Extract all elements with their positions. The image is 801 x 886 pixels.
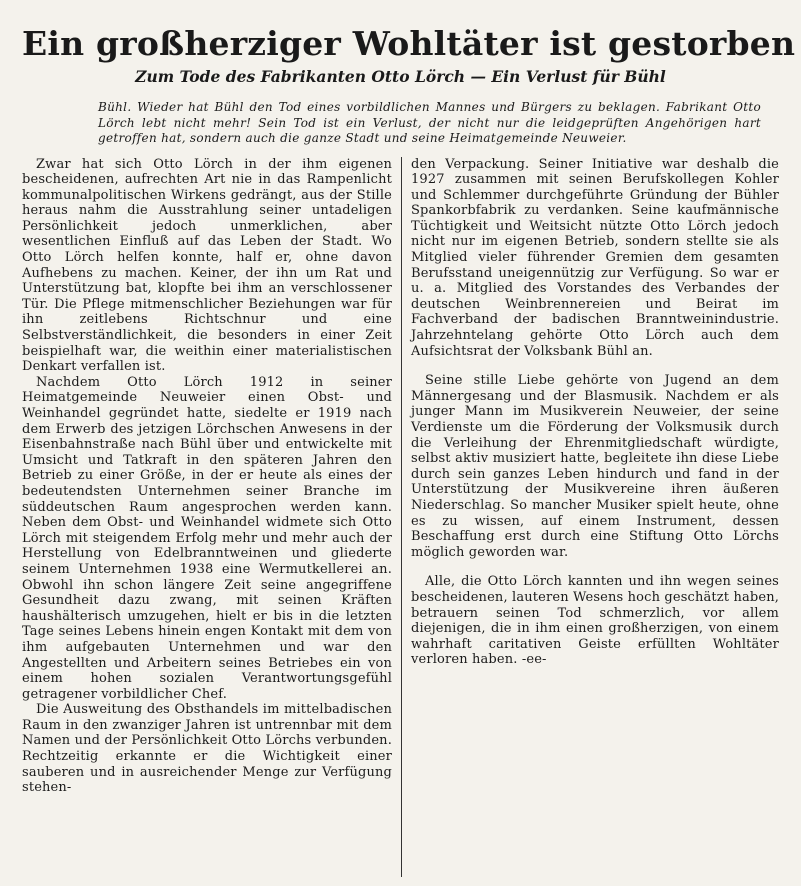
- column-right: [402, 157, 779, 877]
- article-columns: [22, 157, 779, 877]
- paragraph: Die Ausweitung des Obsthandels im mittelbadischen Raum in den zwanziger Jahren ist untrennbar mit dem Namen und der Persönlichkeit Otto Lörchs verbunden. Rechtzeitig erkannte er die Wichtigkeit einer sauberen und in ausreichender Menge zur Verfügung stehen-: [22, 702, 392, 796]
- paragraph: Alle, die Otto Lörch kannten und ihn wegen seines bescheidenen, lauteren Wesens hoch geschätzt haben, betrauern seinen Tod schmerzlich, vor allem diejenigen, die in ihm einen großherzigen, von einem wahrhaft caritativen Geiste erfüllten Wohltäter verloren haben. -ee-: [411, 574, 779, 668]
- lead-paragraph: Bühl. Wieder hat Bühl den Tod eines vorbildlichen Mannes und Bürgers zu beklagen. Fabrikant Otto Lörch lebt nicht mehr! Sein Tod ist ein Verlust, der nicht nur die leidgeprüften Angehörigen hart getroffen hat, sondern auch die ganze Stadt und seine Heimatgemeinde Neuweier.: [98, 100, 761, 145]
- paragraph: Nachdem Otto Lörch 1912 in seiner Heimatgemeinde Neuweier einen Obst- und Weinhandel gegründet hatte, siedelte er 1919 nach dem Erwerb des jetzigen Lörchschen Anwesens in der Eisenbahnstraße nach Bühl über und entwickelte mit Umsicht und Tatkraft in den späteren Jahren den Betrieb zu einer Größe, in der er heute als eines der bedeutendsten Unternehmen seiner Branche im süddeutschen Raum angesprochen werden kann. Neben dem Obst- und Weinhandel widmete sich Otto Lörch mit steigendem Erfolg mehr und mehr auch der Herstellung von Edelbranntweinen und gliederte seinem Unternehmen 1938 eine Wermutkellerei an. Obwohl ihn schon längere Zeit seine angegriffene Gesundheit dazu zwang, mit seinen Kräften haushälterisch umzugehen, hielt er bis in die letzten Tage seines Lebens hinein engen Kontakt mit dem von ihm aufgebauten Unternehmen und war den Angestellten und Arbeitern seines Betriebes ein von einem hohen sozialen Verantwortungsgefühl getragener vorbildlicher Chef.: [22, 374, 392, 702]
- paragraph: Seine stille Liebe gehörte von Jugend an dem Männergesang und der Blasmusik. Nachdem er als junger Mann im Musikverein Neuweier, der seine Verdienste um die Förderung der Volksmusik durch die Verleihung der Ehrenmitgliedschaft würdigte, selbst aktiv musiziert hatte, begleitete ihn diese Liebe durch sein ganzes Leben hindurch und fand in der Unterstützung der Musikvereine ihren äußeren Niederschlag. So mancher Musiker spielt heute, ohne es zu wissen, auf einem Instrument, dessen Beschaffung erst durch eine Stiftung Otto Lörchs möglich geworden war.: [411, 373, 779, 560]
- paragraph: den Verpackung. Seiner Initiative war deshalb die 1927 zusammen mit seinen Berufskollegen Kohler und Schlemmer durchgeführte Gründung der Bühler Spankorbfabrik zu verdanken. Seine kaufmännische Tüchtigkeit und Weitsicht nützte Otto Lörch jedoch nicht nur im eigenen Betrieb, sondern stellte sie als Mitglied vieler führender Gremien dem gesamten Berufsstand uneigennützig zur Verfügung. So war er u. a. Mitglied des Vorstandes des Verbandes der deutschen Weinbrennereien und Beirat im Fachverband der badischen Branntweinindustrie. Jahrzehntelang gehörte Otto Lörch auch dem Aufsichtsrat der Volksbank Bühl an.: [411, 156, 779, 359]
- paragraph: Zwar hat sich Otto Lörch in der ihm eigenen bescheidenen, aufrechten Art nie in das Rampenlicht kommunalpolitischen Wirkens gedrängt, aus der Stille heraus nahm die Ausstrahlung seiner untadeligen Persönlichkeit jedoch unmerklichen, aber wesentlichen Einfluß auf das Leben der Stadt. Wo Otto Lörch helfen konnte, half er, ohne davon Aufhebens zu machen. Keiner, der ihn um Rat und Unterstützung bat, klopfte bei ihm an verschlossener Tür. Die Pflege mitmenschlicher Beziehungen war für ihn zeitlebens Richtschnur und eine Selbstverständlichkeit, die besonders in einer Zeit beispielhaft war, die weithin einer materialistischen Denkart verfallen ist.: [22, 156, 392, 375]
- subheadline: Zum Tode des Fabrikanten Otto Lörch — Ein Verlust für Bühl: [135, 67, 666, 86]
- headline: Ein großherziger Wohltäter ist gestorben: [22, 24, 796, 63]
- column-left: [22, 157, 402, 877]
